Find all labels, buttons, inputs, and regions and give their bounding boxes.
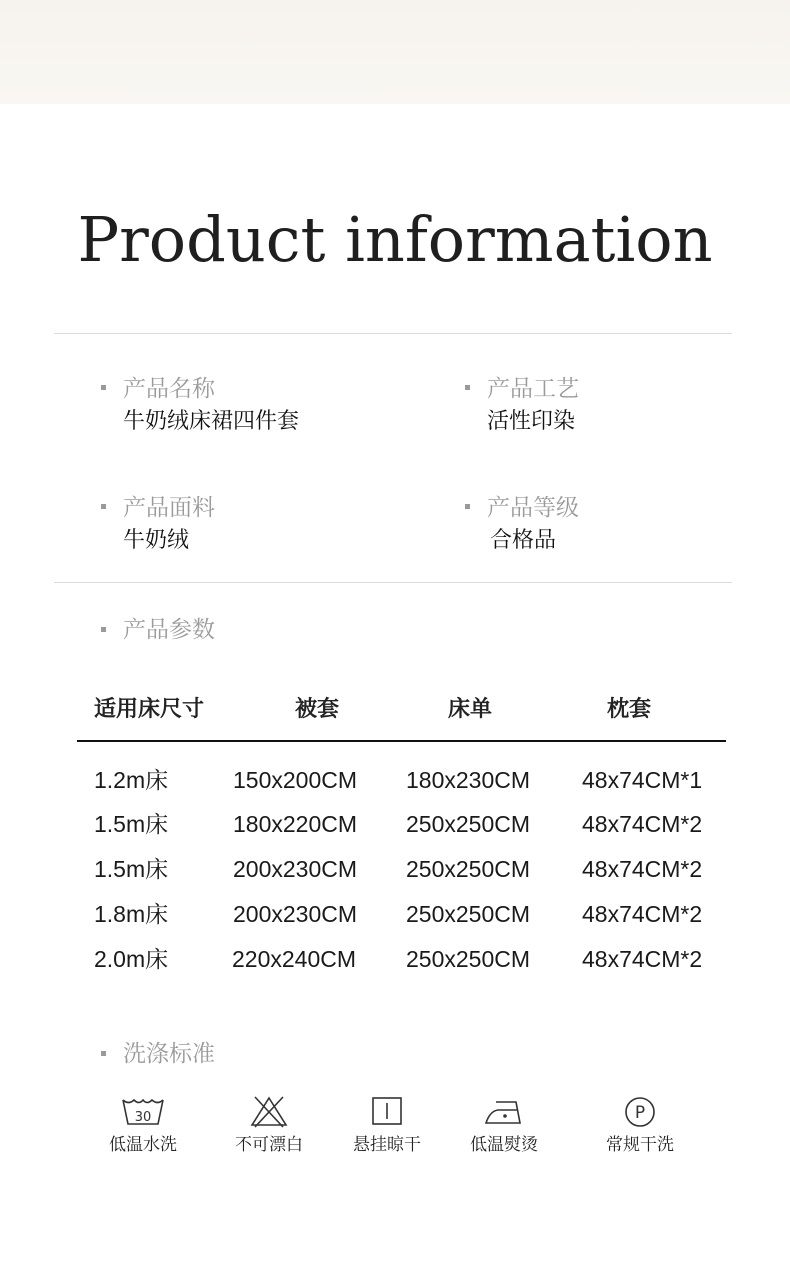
top-banner-band — [0, 0, 790, 104]
table-header-duvet: 被套 — [295, 697, 340, 722]
table-header-bed-size: 适用床尺寸 — [94, 697, 205, 722]
svg-text:30: 30 — [134, 1110, 152, 1125]
table-cell: 1.5m床 — [94, 811, 169, 837]
care-item-wash — [83, 1094, 203, 1155]
table-cell: 1.5m床 — [94, 856, 169, 882]
info-value: 合格品 — [490, 528, 557, 553]
divider-top — [54, 333, 732, 334]
table-cell: 48x74CM*2 — [582, 946, 703, 972]
dry-clean-icon — [622, 1094, 658, 1128]
low-iron-icon — [482, 1094, 526, 1128]
table-cell: 250x250CM — [406, 811, 531, 837]
table-cell: 1.8m床 — [94, 901, 169, 927]
table-cell: 48x74CM*2 — [582, 901, 703, 927]
info-value: 活性印染 — [487, 409, 576, 434]
table-cell: 1.2m床 — [94, 767, 169, 793]
care-item-iron — [444, 1094, 564, 1155]
table-cell: 48x74CM*1 — [582, 767, 703, 793]
table-cell: 220x240CM — [232, 946, 357, 972]
info-value: 牛奶绒 — [123, 528, 190, 553]
table-cell: 250x250CM — [406, 946, 531, 972]
table-cell: 180x220CM — [233, 811, 358, 837]
table-cell: 250x250CM — [406, 901, 531, 927]
table-header-rule — [77, 740, 726, 742]
table-header-sheet: 床单 — [448, 697, 493, 722]
table-header-pillowcase: 枕套 — [607, 697, 652, 722]
page-title: Product information — [77, 203, 713, 276]
hang-dry-icon — [370, 1094, 404, 1128]
svg-text:P: P — [634, 1103, 646, 1123]
bullet-icon — [101, 504, 106, 509]
bullet-icon — [465, 385, 470, 390]
table-cell: 250x250CM — [406, 856, 531, 882]
bullet-icon — [101, 385, 106, 390]
care-item-label: 常规干洗 — [606, 1135, 674, 1155]
care-item-hang-dry — [327, 1094, 447, 1155]
care-item-bleach — [209, 1094, 329, 1155]
table-cell: 48x74CM*2 — [582, 856, 703, 882]
table-cell: 150x200CM — [233, 767, 358, 793]
info-label: 产品名称 — [123, 376, 215, 402]
params-label: 产品参数 — [123, 617, 215, 643]
wash-30-icon — [120, 1094, 166, 1128]
care-item-label: 不可漂白 — [235, 1135, 303, 1155]
table-cell: 2.0m床 — [94, 946, 169, 972]
bullet-icon — [465, 504, 470, 509]
info-value: 牛奶绒床裙四件套 — [123, 409, 300, 434]
no-bleach-icon — [249, 1094, 289, 1128]
care-item-label: 低温熨烫 — [470, 1135, 538, 1155]
divider-middle — [54, 582, 732, 583]
bullet-icon — [101, 627, 106, 632]
care-item-dry-clean — [580, 1094, 700, 1155]
table-cell: 48x74CM*2 — [582, 811, 703, 837]
info-label: 产品工艺 — [487, 376, 579, 402]
table-cell: 180x230CM — [406, 767, 531, 793]
table-cell: 200x230CM — [233, 856, 358, 882]
care-item-label: 低温水洗 — [109, 1135, 177, 1155]
care-item-label: 悬挂晾干 — [353, 1135, 421, 1155]
info-label: 产品等级 — [487, 495, 579, 521]
table-cell: 200x230CM — [233, 901, 358, 927]
info-label: 产品面料 — [123, 495, 215, 521]
bullet-icon — [101, 1051, 106, 1056]
care-label: 洗涤标准 — [123, 1041, 215, 1067]
